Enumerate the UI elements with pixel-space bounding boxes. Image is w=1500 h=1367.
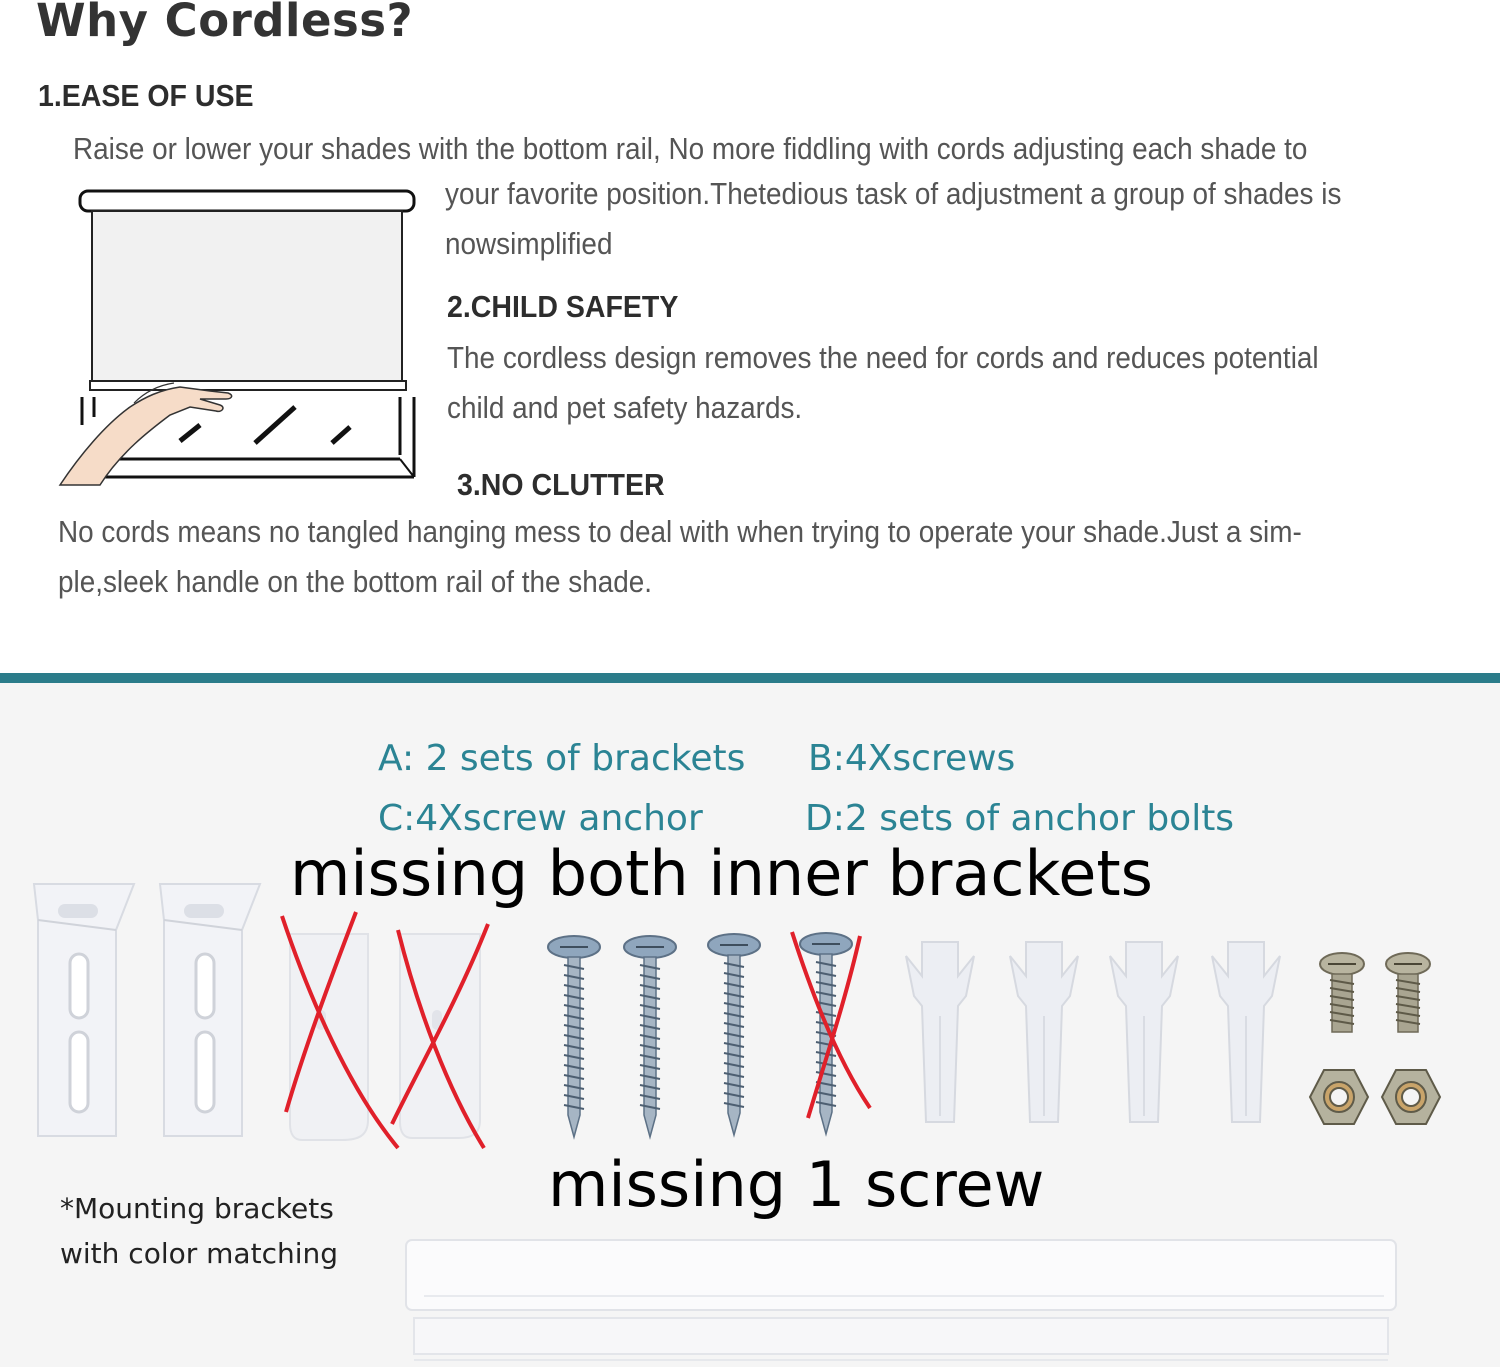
screw-3 <box>706 933 766 1138</box>
anchor-bolt-1 <box>1316 952 1368 1036</box>
screw-anchor-4 <box>1206 936 1286 1131</box>
part-c-label: C:4Xscrew anchor <box>378 798 703 839</box>
part-d-label: D:2 sets of anchor bolts <box>805 798 1235 839</box>
screw-4-crossed <box>790 928 876 1138</box>
screw-1 <box>546 935 606 1140</box>
anchor-bolt-2 <box>1382 952 1434 1036</box>
section-title-no-clutter: 3.NO CLUTTER <box>457 467 665 502</box>
inner-bracket-1-crossed <box>280 910 400 1150</box>
screw-anchor-1 <box>900 936 980 1131</box>
no-clutter-line-1: No cords means no tangled hanging mess to deal with when trying to operate your shade.Just a sim- <box>58 514 1302 549</box>
section-divider <box>0 673 1500 683</box>
section-title-ease-of-use: 1.EASE OF USE <box>38 78 254 113</box>
mounting-caption-line-2: with color matching <box>60 1237 339 1270</box>
child-safety-line-1: The cordless design removes the need for cords and reduces potential <box>447 340 1319 375</box>
outer-bracket-1 <box>34 880 138 1140</box>
hex-nut-1 <box>1308 1066 1370 1128</box>
child-safety-line-2: child and pet safety hazards. <box>447 390 803 425</box>
section-title-child-safety: 2.CHILD SAFETY <box>447 289 679 324</box>
cordless-shade-illustration <box>50 185 430 495</box>
missing-brackets-annotation: missing both inner brackets <box>290 837 1153 910</box>
inner-bracket-2-crossed <box>388 920 498 1150</box>
mounting-caption-line-1: *Mounting brackets <box>60 1192 334 1225</box>
screw-anchor-2 <box>1004 936 1084 1131</box>
ease-of-use-line-1: Raise or lower your shades with the bottom rail, No more fiddling with cords adjusting each shade to <box>73 131 1308 166</box>
page-title: Why Cordless? <box>36 0 414 47</box>
screw-2 <box>622 935 682 1140</box>
bottom-rail <box>404 1238 1398 1364</box>
outer-bracket-2 <box>160 880 264 1140</box>
ease-of-use-line-2: your favorite position.Thetedious task of adjustment a group of shades is <box>445 176 1342 211</box>
part-a-label: A: 2 sets of brackets <box>378 738 746 779</box>
missing-screw-annotation: missing 1 screw <box>548 1148 1045 1221</box>
screw-anchor-3 <box>1104 936 1184 1131</box>
no-clutter-line-2: ple,sleek handle on the bottom rail of the shade. <box>58 564 653 599</box>
hex-nut-2 <box>1380 1066 1442 1128</box>
part-b-label: B:4Xscrews <box>808 738 1016 779</box>
ease-of-use-line-3: nowsimplified <box>445 226 613 261</box>
